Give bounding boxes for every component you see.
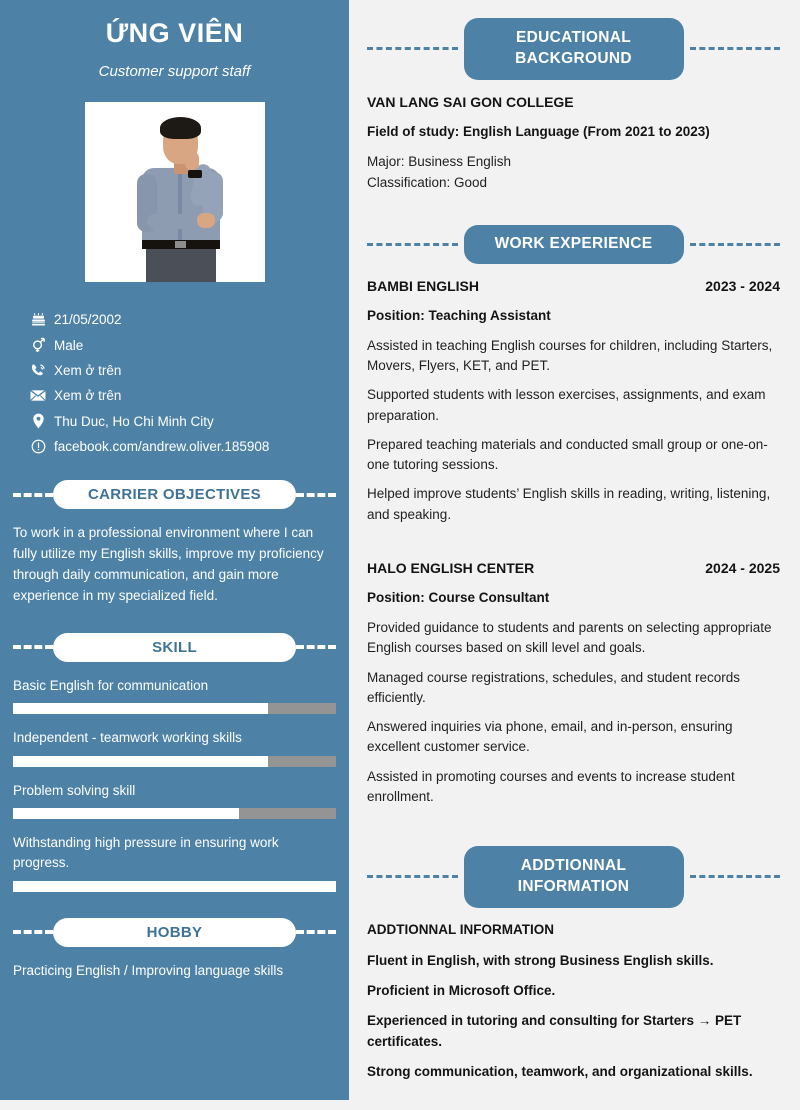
info-circle-icon [26,439,50,454]
skill-list [13,676,336,892]
section-header-additional [367,846,780,908]
phone-icon [26,363,50,378]
education-classification: Classification: Good [367,175,488,191]
contact-value: Male [54,337,84,353]
contact-value: Xem ở trên [54,363,122,378]
dash-left [13,930,53,934]
skill-item [13,781,336,820]
dash-left [13,645,53,649]
candidate-photo [85,102,265,282]
job-duty: Assisted in teaching English courses for children, including Starters, Movers, Flyers, KET, and PET. [367,337,773,374]
job-header [367,560,780,576]
main-content [349,0,800,1110]
education-school [367,94,780,110]
job-duty: Provided guidance to students and parents on selecting appropriate English courses based on skill level and goals. [367,620,772,656]
section-title-skill: SKILL [53,633,296,662]
job-entry [367,278,780,525]
skill-progress-fill [13,756,268,767]
job-years: 2024 - 2025 [705,559,780,576]
section-title-work: WORK EXPERIENCE [464,225,684,264]
education-major: Major: Business English [367,154,512,170]
contact-gender [26,337,336,353]
skill-progress-track [13,881,336,892]
gender-icon [26,337,50,353]
dash-right [690,243,781,246]
dash-left [367,243,458,246]
section-header-skill [13,633,336,662]
job-subtitle: Customer support staff [98,63,251,80]
section-header-objectives [13,480,336,509]
contact-birthday [26,312,336,327]
section-title-education: EDUCATIONAL BACKGROUND [464,18,684,80]
photo-shirt-placket [178,170,182,240]
company-name: BAMBI ENGLISH [367,277,479,294]
additional-item: Experienced in tutoring and consulting for Starters → PET certificates. [367,1013,742,1049]
contact-value: Thu Duc, Ho Chi Minh City [54,413,214,429]
dash-left [367,875,458,878]
skill-progress-track [13,808,336,819]
dash-left [13,493,53,497]
location-pin-icon [26,413,50,429]
sidebar [0,0,349,1100]
job-duty: Supported students with lesson exercises, assignments, and exam preparation. [367,387,766,423]
company-name: HALO ENGLISH CENTER [367,559,535,576]
dash-right [296,930,336,934]
skill-label: Basic English for communication [13,677,209,693]
contact-value: 21/05/2002 [54,312,122,327]
dash-right [690,47,781,50]
photo-hand-chin [185,152,199,170]
skill-progress-fill [13,703,268,714]
skill-item [13,833,336,891]
skill-progress-fill [13,881,336,892]
birthday-cake-icon [26,312,50,327]
hobby-text: Practicing English / Improving language skills [13,962,284,978]
school-name: VAN LANG SAI GON COLLEGE [367,93,574,110]
job-duty: Prepared teaching materials and conducted small group or one-on-one tutoring sessions. [367,436,768,473]
job-duty: Assisted in promoting courses and events to increase student enrollment. [367,768,735,804]
job-header [367,278,780,294]
skill-progress-track [13,703,336,714]
job-duty: Helped improve students’ English skills in reading, writing, listening, and speaking. [367,486,771,522]
additional-item: Strong communication, teamwork, and organizational skills. [367,1063,753,1079]
contact-value: Xem ở trên [54,388,122,403]
photo-watch [188,170,202,178]
section-header-hobby [13,918,336,947]
skill-progress-track [13,756,336,767]
skill-item [13,728,336,767]
section-title-additional: ADDTIONNAL INFORMATION [464,846,684,908]
objectives-text: To work in a professional environment where I can fully utilize my English skills, improve my proficiency through daily communication, and gain more experience in my specialized field. [13,525,324,603]
photo-trousers [146,249,216,282]
skill-label: Withstanding high pressure in ensuring work progress. [13,835,279,870]
photo-hair [160,117,201,139]
dash-right [296,493,336,497]
section-header-education [367,18,780,80]
additional-item: Fluent in English, with strong Business English skills. [367,952,714,968]
contact-value: facebook.com/andrew.oliver.185908 [54,439,270,454]
contact-list [26,312,336,454]
job-position: Position: Course Consultant [367,589,550,605]
contact-phone [26,363,336,378]
envelope-icon [26,389,50,402]
skill-label: Problem solving skill [13,782,136,798]
photo-belt-buckle [175,241,186,248]
job-duty: Answered inquiries via phone, email, and in-person, ensuring excellent customer service. [367,719,733,755]
skill-label: Independent - teamwork working skills [13,730,242,746]
dash-right [296,645,336,649]
section-header-work [367,225,780,264]
additional-subheading: ADDTIONNAL INFORMATION [367,921,554,937]
job-years: 2023 - 2024 [705,277,780,294]
section-title-hobby: HOBBY [53,918,296,947]
additional-item: Proficient in Microsoft Office. [367,983,556,999]
dash-left [367,47,458,50]
job-position: Position: Teaching Assistant [367,307,551,323]
photo-hand [197,213,215,228]
job-duty: Managed course registrations, schedules, and student records efficiently. [367,669,740,705]
skill-progress-fill [13,808,239,819]
education-field: Field of study: English Language (From 2021 to 2023) [367,123,710,139]
dash-right [690,875,781,878]
skill-item [13,676,336,715]
contact-facebook[interactable] [26,439,336,454]
contact-address [26,413,336,429]
page-title: ỨNG VIÊN [105,18,244,48]
contact-email [26,388,336,403]
section-title-objectives: CARRIER OBJECTIVES [53,480,296,509]
job-entry [367,560,780,807]
